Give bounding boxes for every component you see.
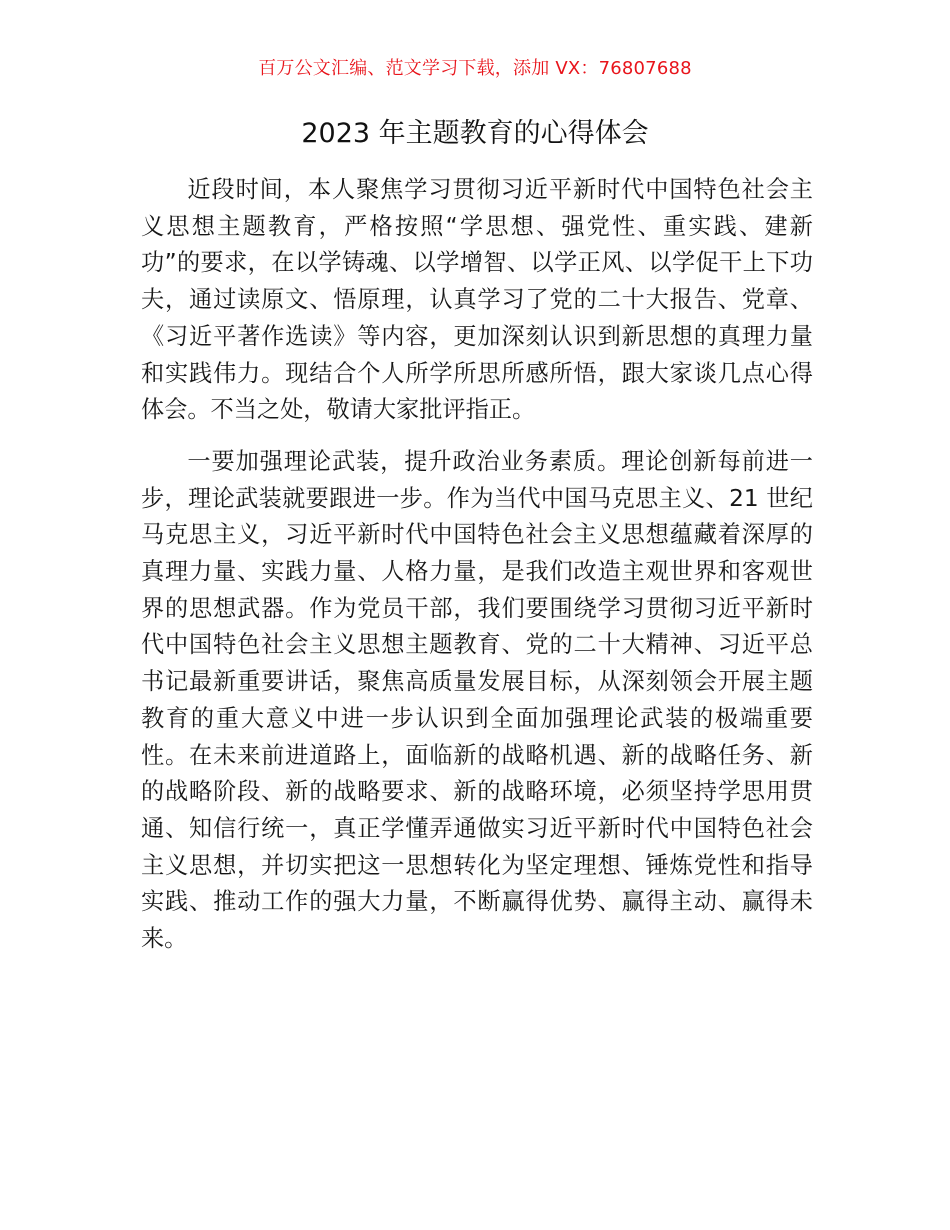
paragraph-intro: 近段时间，本人聚焦学习贯彻习近平新时代中国特色社会主义思想主题教育，严格按照“学思想、强党性、重实践、建新功”的要求，在以学铸魂、以学增智、以学正风、以学促干上下功夫，通过读原文、悟原理，认真学习了党的二十大报告、党章、《习近平著作选读》等内容，更加深刻认识到新思想的真理力量和实践伟力。现结合个人所学所思所感所悟，跟大家谈几点心得体会。不当之处，敬请大家批评指正。 bbox=[141, 176, 813, 424]
document-title: 2023 年主题教育的心得体会 bbox=[301, 118, 649, 149]
document-body bbox=[141, 172, 813, 958]
header-banner: 百万公文汇编、范文学习下载，添加 VX：76807688 bbox=[258, 58, 692, 79]
paragraph-theory-armament: 一要加强理论武装，提升政治业务素质。理论创新每前进一步，理论武装就要跟进一步。作为当代中国马克思主义、21 世纪马克思主义，习近平新时代中国特色社会主义思想蕴藏着深厚的真理力量、实践力量、人格力量，是我们改造主观世界和客观世界的思想武器。作为党员干部，我们要围绕学习贯彻习近平新时代中国特色社会主义思想主题教育、党的二十大精神、习近平总书记最新重要讲话，聚焦高质量发展目标，从深刻领会开展主题教育的重大意义中进一步认识到全面加强理论武装的极端重要性。在未来前进道路上，面临新的战略机遇、新的战略任务、新的战略阶段、新的战略要求、新的战略环境，必须坚持学思用贯通、知信行统一，真正学懂弄通做实习近平新时代中国特色社会主义思想，并切实把这一思想转化为坚定理想、锤炼党性和指导实践、推动工作的强大力量，不断赢得优势、赢得主动、赢得未来。 bbox=[141, 447, 813, 953]
